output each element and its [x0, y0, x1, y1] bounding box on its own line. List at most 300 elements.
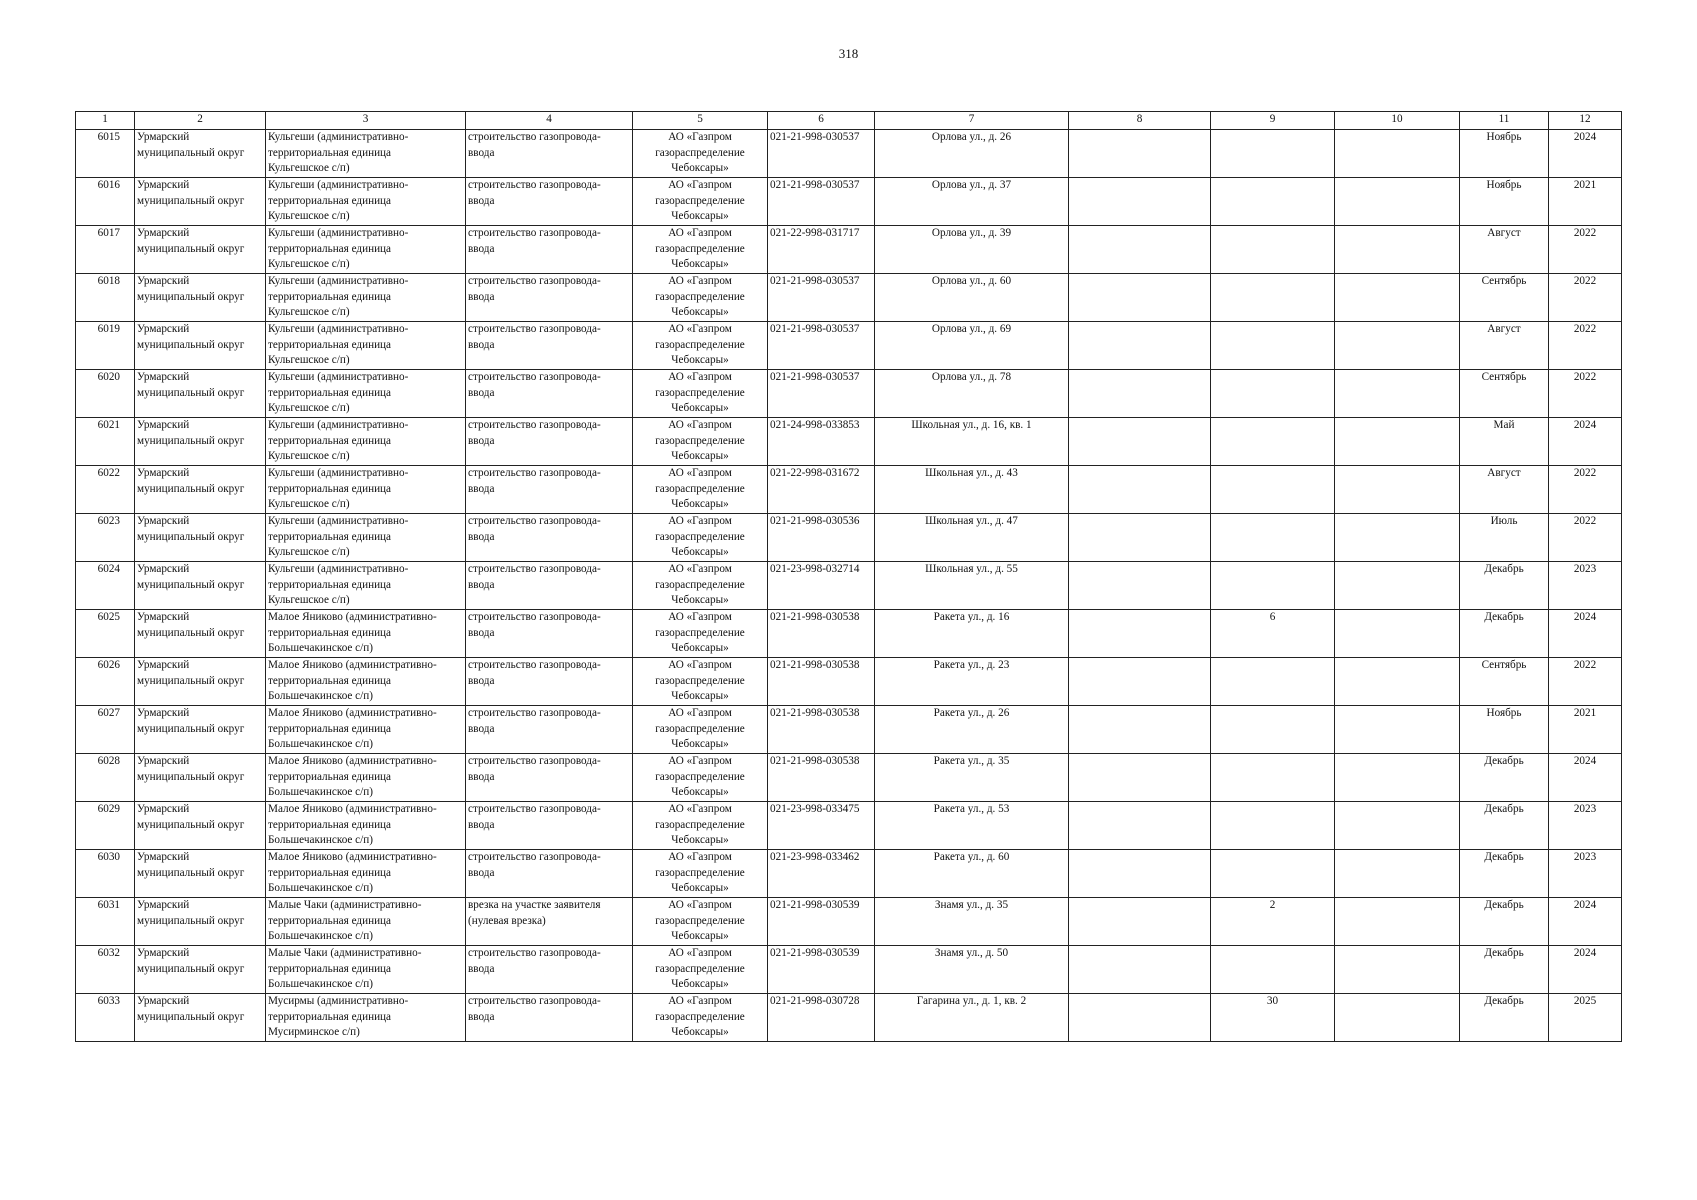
cell-object-code: 021-23-998-032714: [768, 562, 875, 610]
table-row: [76, 322, 1622, 370]
cell-address: Орлова ул., д. 60: [875, 274, 1069, 322]
cell-district: [135, 658, 266, 706]
cell-settlement-line: Малые Чаки (административно-: [268, 899, 422, 911]
cell-organization-line: Чебоксары»: [671, 690, 729, 702]
cell-district-line: муниципальный округ: [137, 1010, 245, 1023]
cell-object-code: 021-23-998-033462: [768, 850, 875, 898]
cell-district-line: Урмарский: [137, 995, 190, 1007]
cell-work-type: [466, 322, 633, 370]
cell-settlement-line: Малое Яниково (административно-: [268, 707, 437, 719]
cell-address: Орлова ул., д. 78: [875, 370, 1069, 418]
cell-month: Ноябрь: [1460, 130, 1549, 178]
cell-work-type: [466, 754, 633, 802]
cell-number: 6033: [76, 994, 135, 1042]
cell-settlement-line: территориальная единица: [268, 626, 392, 639]
cell-object-code: 021-21-998-030539: [768, 898, 875, 946]
cell-col-10: [1335, 130, 1460, 178]
cell-organization-line: Чебоксары»: [671, 642, 729, 654]
cell-settlement-line: Кульгешское с/п): [268, 306, 350, 318]
cell-year: 2022: [1549, 226, 1622, 274]
cell-settlement: [266, 130, 466, 178]
cell-col-8: [1069, 514, 1211, 562]
cell-district-line: Урмарский: [137, 179, 190, 191]
cell-district: [135, 994, 266, 1042]
page-number: 318: [838, 46, 859, 61]
cell-number: 6019: [76, 322, 135, 370]
cell-settlement-line: Кульгеши (административно-: [268, 323, 409, 335]
cell-col-9: [1211, 274, 1335, 322]
cell-work-type-line: ввода: [468, 338, 495, 351]
cell-address: Ракета ул., д. 53: [875, 802, 1069, 850]
cell-settlement: [266, 754, 466, 802]
cell-col-10: [1335, 370, 1460, 418]
cell-work-type-line: ввода: [468, 722, 495, 735]
cell-settlement: [266, 802, 466, 850]
cell-work-type: [466, 130, 633, 178]
cell-work-type-line: строительство газопровода-: [468, 227, 601, 239]
cell-col-10: [1335, 850, 1460, 898]
cell-year: 2023: [1549, 562, 1622, 610]
cell-district-line: муниципальный округ: [137, 146, 245, 159]
cell-organization-line: газораспределение: [655, 674, 745, 687]
cell-organization-line: Чебоксары»: [671, 930, 729, 942]
cell-settlement: [266, 706, 466, 754]
cell-work-type-line: строительство газопровода-: [468, 563, 601, 575]
table-row: [76, 370, 1622, 418]
cell-object-code: 021-21-998-030539: [768, 946, 875, 994]
cell-address: Ракета ул., д. 35: [875, 754, 1069, 802]
cell-year: 2024: [1549, 418, 1622, 466]
cell-settlement: [266, 850, 466, 898]
cell-number: 6023: [76, 514, 135, 562]
cell-district: [135, 130, 266, 178]
cell-settlement-line: Большечакинское с/п): [268, 786, 373, 798]
table-row: [76, 178, 1622, 226]
cell-object-code: 021-24-998-033853: [768, 418, 875, 466]
cell-work-type: [466, 418, 633, 466]
cell-settlement-line: Кульгешское с/п): [268, 210, 350, 222]
cell-col-8: [1069, 946, 1211, 994]
cell-organization-line: Чебоксары»: [671, 834, 729, 846]
cell-col-10: [1335, 466, 1460, 514]
cell-address: Ракета ул., д. 26: [875, 706, 1069, 754]
cell-work-type-line: ввода: [468, 1010, 495, 1023]
cell-col-10: [1335, 658, 1460, 706]
cell-number: 6027: [76, 706, 135, 754]
cell-organization-line: Чебоксары»: [671, 210, 729, 222]
table-body: [76, 130, 1622, 1042]
cell-organization: [633, 562, 768, 610]
cell-district-line: муниципальный округ: [137, 626, 245, 639]
cell-organization: [633, 658, 768, 706]
column-header: 3: [266, 112, 466, 130]
cell-col-10: [1335, 178, 1460, 226]
cell-district-line: Урмарский: [137, 371, 190, 383]
cell-settlement-line: Кульгешское с/п): [268, 498, 350, 510]
cell-district-line: муниципальный округ: [137, 290, 245, 303]
cell-organization-line: газораспределение: [655, 482, 745, 495]
cell-col-8: [1069, 370, 1211, 418]
cell-organization: [633, 274, 768, 322]
cell-organization-line: газораспределение: [655, 530, 745, 543]
cell-work-type-line: строительство газопровода-: [468, 419, 601, 431]
cell-settlement-line: территориальная единица: [268, 194, 392, 207]
cell-col-9: [1211, 466, 1335, 514]
cell-settlement-line: территориальная единица: [268, 242, 392, 255]
cell-col-10: [1335, 418, 1460, 466]
column-header: 10: [1335, 112, 1460, 130]
cell-district: [135, 274, 266, 322]
cell-settlement: [266, 274, 466, 322]
cell-settlement-line: Мусирмы (административно-: [268, 995, 409, 1007]
cell-work-type-line: (нулевая врезка): [468, 914, 546, 927]
cell-month: Декабрь: [1460, 754, 1549, 802]
cell-col-9: [1211, 946, 1335, 994]
cell-work-type-line: ввода: [468, 674, 495, 687]
cell-col-9: [1211, 658, 1335, 706]
cell-settlement-line: территориальная единица: [268, 386, 392, 399]
cell-number: 6020: [76, 370, 135, 418]
cell-settlement: [266, 562, 466, 610]
cell-settlement: [266, 178, 466, 226]
cell-settlement-line: Кульгеши (административно-: [268, 371, 409, 383]
cell-work-type-line: ввода: [468, 770, 495, 783]
column-header: 1: [76, 112, 135, 130]
cell-work-type: [466, 994, 633, 1042]
cell-work-type-line: строительство газопровода-: [468, 131, 601, 143]
cell-district-line: Урмарский: [137, 515, 190, 527]
table-row: [76, 802, 1622, 850]
cell-district-line: Урмарский: [137, 659, 190, 671]
cell-work-type-line: строительство газопровода-: [468, 851, 601, 863]
cell-work-type-line: строительство газопровода-: [468, 803, 601, 815]
column-header: 11: [1460, 112, 1549, 130]
cell-district-line: муниципальный округ: [137, 338, 245, 351]
cell-col-9: [1211, 130, 1335, 178]
cell-month: Ноябрь: [1460, 178, 1549, 226]
cell-settlement: [266, 946, 466, 994]
cell-work-type-line: строительство газопровода-: [468, 179, 601, 191]
column-header: 5: [633, 112, 768, 130]
cell-organization: [633, 706, 768, 754]
cell-district-line: муниципальный округ: [137, 818, 245, 831]
cell-settlement: [266, 658, 466, 706]
cell-year: 2024: [1549, 898, 1622, 946]
cell-work-type-line: ввода: [468, 530, 495, 543]
cell-district: [135, 610, 266, 658]
cell-work-type: [466, 226, 633, 274]
cell-year: 2021: [1549, 706, 1622, 754]
cell-object-code: 021-23-998-033475: [768, 802, 875, 850]
cell-organization-line: газораспределение: [655, 722, 745, 735]
table-row: [76, 658, 1622, 706]
cell-organization-line: газораспределение: [655, 338, 745, 351]
cell-organization-line: газораспределение: [655, 578, 745, 591]
cell-month: Декабрь: [1460, 898, 1549, 946]
cell-work-type: [466, 610, 633, 658]
cell-settlement: [266, 610, 466, 658]
cell-organization-line: Чебоксары»: [671, 882, 729, 894]
cell-col-10: [1335, 898, 1460, 946]
cell-settlement-line: Малое Яниково (административно-: [268, 851, 437, 863]
cell-settlement-line: территориальная единица: [268, 818, 392, 831]
cell-work-type-line: ввода: [468, 866, 495, 879]
cell-number: 6028: [76, 754, 135, 802]
cell-address: Ракета ул., д. 23: [875, 658, 1069, 706]
table-row: [76, 466, 1622, 514]
cell-organization-line: АО «Газпром: [668, 947, 732, 959]
cell-organization-line: газораспределение: [655, 290, 745, 303]
cell-district-line: Урмарский: [137, 467, 190, 479]
cell-settlement: [266, 322, 466, 370]
cell-organization-line: газораспределение: [655, 434, 745, 447]
cell-work-type-line: ввода: [468, 194, 495, 207]
cell-district: [135, 226, 266, 274]
cell-settlement-line: Малое Яниково (административно-: [268, 803, 437, 815]
cell-work-type: [466, 850, 633, 898]
cell-settlement-line: Малое Яниково (административно-: [268, 755, 437, 767]
cell-organization-line: Чебоксары»: [671, 546, 729, 558]
cell-col-8: [1069, 898, 1211, 946]
cell-organization-line: газораспределение: [655, 386, 745, 399]
cell-work-type-line: врезка на участке заявителя: [468, 899, 601, 911]
cell-address: Гагарина ул., д. 1, кв. 2: [875, 994, 1069, 1042]
cell-col-8: [1069, 994, 1211, 1042]
cell-number: 6015: [76, 130, 135, 178]
cell-district-line: муниципальный округ: [137, 674, 245, 687]
cell-year: 2025: [1549, 994, 1622, 1042]
cell-organization-line: газораспределение: [655, 242, 745, 255]
cell-organization-line: Чебоксары»: [671, 738, 729, 750]
cell-month: Декабрь: [1460, 946, 1549, 994]
cell-district-line: Урмарский: [137, 851, 190, 863]
cell-organization-line: Чебоксары»: [671, 978, 729, 990]
cell-col-8: [1069, 178, 1211, 226]
cell-address: Школьная ул., д. 47: [875, 514, 1069, 562]
cell-col-9: [1211, 514, 1335, 562]
cell-number: 6026: [76, 658, 135, 706]
cell-settlement-line: Большечакинское с/п): [268, 834, 373, 846]
table-row: [76, 130, 1622, 178]
cell-col-8: [1069, 418, 1211, 466]
cell-settlement-line: Малые Чаки (административно-: [268, 947, 422, 959]
cell-organization-line: Чебоксары»: [671, 786, 729, 798]
cell-object-code: 021-21-998-030537: [768, 130, 875, 178]
cell-district-line: муниципальный округ: [137, 242, 245, 255]
cell-month: Ноябрь: [1460, 706, 1549, 754]
cell-organization-line: АО «Газпром: [668, 659, 732, 671]
column-header: 7: [875, 112, 1069, 130]
cell-number: 6024: [76, 562, 135, 610]
cell-work-type-line: ввода: [468, 818, 495, 831]
cell-settlement-line: Большечакинское с/п): [268, 978, 373, 990]
cell-settlement-line: Большечакинское с/п): [268, 738, 373, 750]
cell-organization: [633, 466, 768, 514]
cell-district: [135, 898, 266, 946]
cell-settlement-line: Кульгеши (административно-: [268, 515, 409, 527]
cell-district: [135, 562, 266, 610]
cell-object-code: 021-21-998-030537: [768, 178, 875, 226]
cell-organization: [633, 178, 768, 226]
cell-organization: [633, 130, 768, 178]
cell-settlement-line: территориальная единица: [268, 290, 392, 303]
cell-settlement-line: территориальная единица: [268, 578, 392, 591]
cell-col-9: [1211, 802, 1335, 850]
cell-organization-line: АО «Газпром: [668, 707, 732, 719]
cell-work-type: [466, 178, 633, 226]
cell-col-8: [1069, 562, 1211, 610]
cell-year: 2024: [1549, 130, 1622, 178]
cell-organization-line: АО «Газпром: [668, 803, 732, 815]
cell-year: 2022: [1549, 370, 1622, 418]
cell-month: Июль: [1460, 514, 1549, 562]
cell-object-code: 021-21-998-030538: [768, 706, 875, 754]
cell-year: 2021: [1549, 178, 1622, 226]
cell-work-type-line: строительство газопровода-: [468, 947, 601, 959]
cell-settlement-line: территориальная единица: [268, 338, 392, 351]
cell-year: 2022: [1549, 514, 1622, 562]
cell-month: Декабрь: [1460, 994, 1549, 1042]
cell-settlement-line: Большечакинское с/п): [268, 642, 373, 654]
cell-address: Орлова ул., д. 26: [875, 130, 1069, 178]
cell-district: [135, 754, 266, 802]
cell-district-line: муниципальный округ: [137, 770, 245, 783]
cell-settlement-line: Кульгеши (административно-: [268, 275, 409, 287]
cell-work-type-line: ввода: [468, 626, 495, 639]
cell-address: Ракета ул., д. 60: [875, 850, 1069, 898]
cell-work-type-line: ввода: [468, 146, 495, 159]
cell-col-8: [1069, 658, 1211, 706]
table-row: [76, 274, 1622, 322]
cell-object-code: 021-21-998-030537: [768, 274, 875, 322]
cell-settlement-line: территориальная единица: [268, 146, 392, 159]
cell-organization-line: АО «Газпром: [668, 419, 732, 431]
cell-address: Знамя ул., д. 35: [875, 898, 1069, 946]
cell-col-10: [1335, 706, 1460, 754]
header-row: [76, 112, 1622, 130]
cell-organization-line: Чебоксары»: [671, 162, 729, 174]
cell-month: Сентябрь: [1460, 658, 1549, 706]
cell-work-type-line: ввода: [468, 434, 495, 447]
cell-number: 6017: [76, 226, 135, 274]
cell-col-9: 6: [1211, 610, 1335, 658]
cell-district-line: Урмарский: [137, 563, 190, 575]
cell-settlement-line: Кульгешское с/п): [268, 546, 350, 558]
cell-col-10: [1335, 802, 1460, 850]
cell-work-type: [466, 802, 633, 850]
cell-organization-line: Чебоксары»: [671, 258, 729, 270]
cell-work-type: [466, 562, 633, 610]
cell-organization-line: АО «Газпром: [668, 611, 732, 623]
cell-settlement-line: Кульгеши (административно-: [268, 467, 409, 479]
cell-district-line: муниципальный округ: [137, 434, 245, 447]
cell-year: 2022: [1549, 466, 1622, 514]
cell-col-8: [1069, 466, 1211, 514]
cell-organization-line: газораспределение: [655, 146, 745, 159]
cell-work-type: [466, 658, 633, 706]
cell-organization-line: АО «Газпром: [668, 851, 732, 863]
cell-work-type-line: строительство газопровода-: [468, 323, 601, 335]
cell-number: 6029: [76, 802, 135, 850]
cell-organization: [633, 418, 768, 466]
cell-organization-line: газораспределение: [655, 866, 745, 879]
cell-settlement-line: Кульгешское с/п): [268, 402, 350, 414]
cell-month: Сентябрь: [1460, 274, 1549, 322]
cell-organization-line: Чебоксары»: [671, 354, 729, 366]
cell-district-line: Урмарский: [137, 611, 190, 623]
cell-district-line: муниципальный округ: [137, 386, 245, 399]
cell-col-9: 2: [1211, 898, 1335, 946]
cell-work-type-line: ввода: [468, 578, 495, 591]
column-header: 6: [768, 112, 875, 130]
cell-settlement-line: территориальная единица: [268, 962, 392, 975]
cell-col-8: [1069, 130, 1211, 178]
cell-month: Август: [1460, 466, 1549, 514]
cell-organization: [633, 370, 768, 418]
cell-organization-line: АО «Газпром: [668, 179, 732, 191]
cell-col-8: [1069, 226, 1211, 274]
cell-month: Декабрь: [1460, 610, 1549, 658]
cell-settlement: [266, 994, 466, 1042]
cell-organization-line: АО «Газпром: [668, 515, 732, 527]
cell-organization-line: Чебоксары»: [671, 1026, 729, 1038]
cell-year: 2022: [1549, 322, 1622, 370]
cell-col-8: [1069, 706, 1211, 754]
cell-settlement-line: территориальная единица: [268, 530, 392, 543]
cell-organization-line: АО «Газпром: [668, 467, 732, 479]
cell-month: Декабрь: [1460, 562, 1549, 610]
cell-col-10: [1335, 946, 1460, 994]
cell-col-10: [1335, 562, 1460, 610]
cell-district-line: муниципальный округ: [137, 530, 245, 543]
cell-object-code: 021-21-998-030538: [768, 610, 875, 658]
cell-col-10: [1335, 610, 1460, 658]
cell-settlement-line: Мусирминское с/п): [268, 1026, 360, 1038]
cell-organization: [633, 514, 768, 562]
cell-number: 6021: [76, 418, 135, 466]
cell-organization: [633, 946, 768, 994]
cell-address: Ракета ул., д. 16: [875, 610, 1069, 658]
cell-organization-line: газораспределение: [655, 626, 745, 639]
cell-organization-line: Чебоксары»: [671, 402, 729, 414]
cell-settlement-line: Кульгешское с/п): [268, 594, 350, 606]
cell-district-line: Урмарский: [137, 707, 190, 719]
cell-work-type: [466, 946, 633, 994]
cell-organization-line: газораспределение: [655, 818, 745, 831]
table-row: [76, 706, 1622, 754]
cell-organization-line: АО «Газпром: [668, 899, 732, 911]
table-row: [76, 514, 1622, 562]
cell-address: Знамя ул., д. 50: [875, 946, 1069, 994]
cell-work-type-line: строительство газопровода-: [468, 755, 601, 767]
cell-object-code: 021-21-998-030538: [768, 754, 875, 802]
cell-work-type-line: строительство газопровода-: [468, 659, 601, 671]
cell-month: Август: [1460, 322, 1549, 370]
cell-month: Сентябрь: [1460, 370, 1549, 418]
cell-settlement-line: Кульгеши (административно-: [268, 179, 409, 191]
cell-settlement: [266, 370, 466, 418]
cell-organization-line: АО «Газпром: [668, 371, 732, 383]
cell-address: Орлова ул., д. 37: [875, 178, 1069, 226]
cell-settlement: [266, 898, 466, 946]
cell-work-type-line: строительство газопровода-: [468, 371, 601, 383]
cell-year: 2022: [1549, 274, 1622, 322]
cell-district: [135, 418, 266, 466]
cell-object-code: 021-21-998-030537: [768, 370, 875, 418]
cell-district: [135, 178, 266, 226]
cell-work-type-line: ввода: [468, 386, 495, 399]
cell-district-line: Урмарский: [137, 227, 190, 239]
